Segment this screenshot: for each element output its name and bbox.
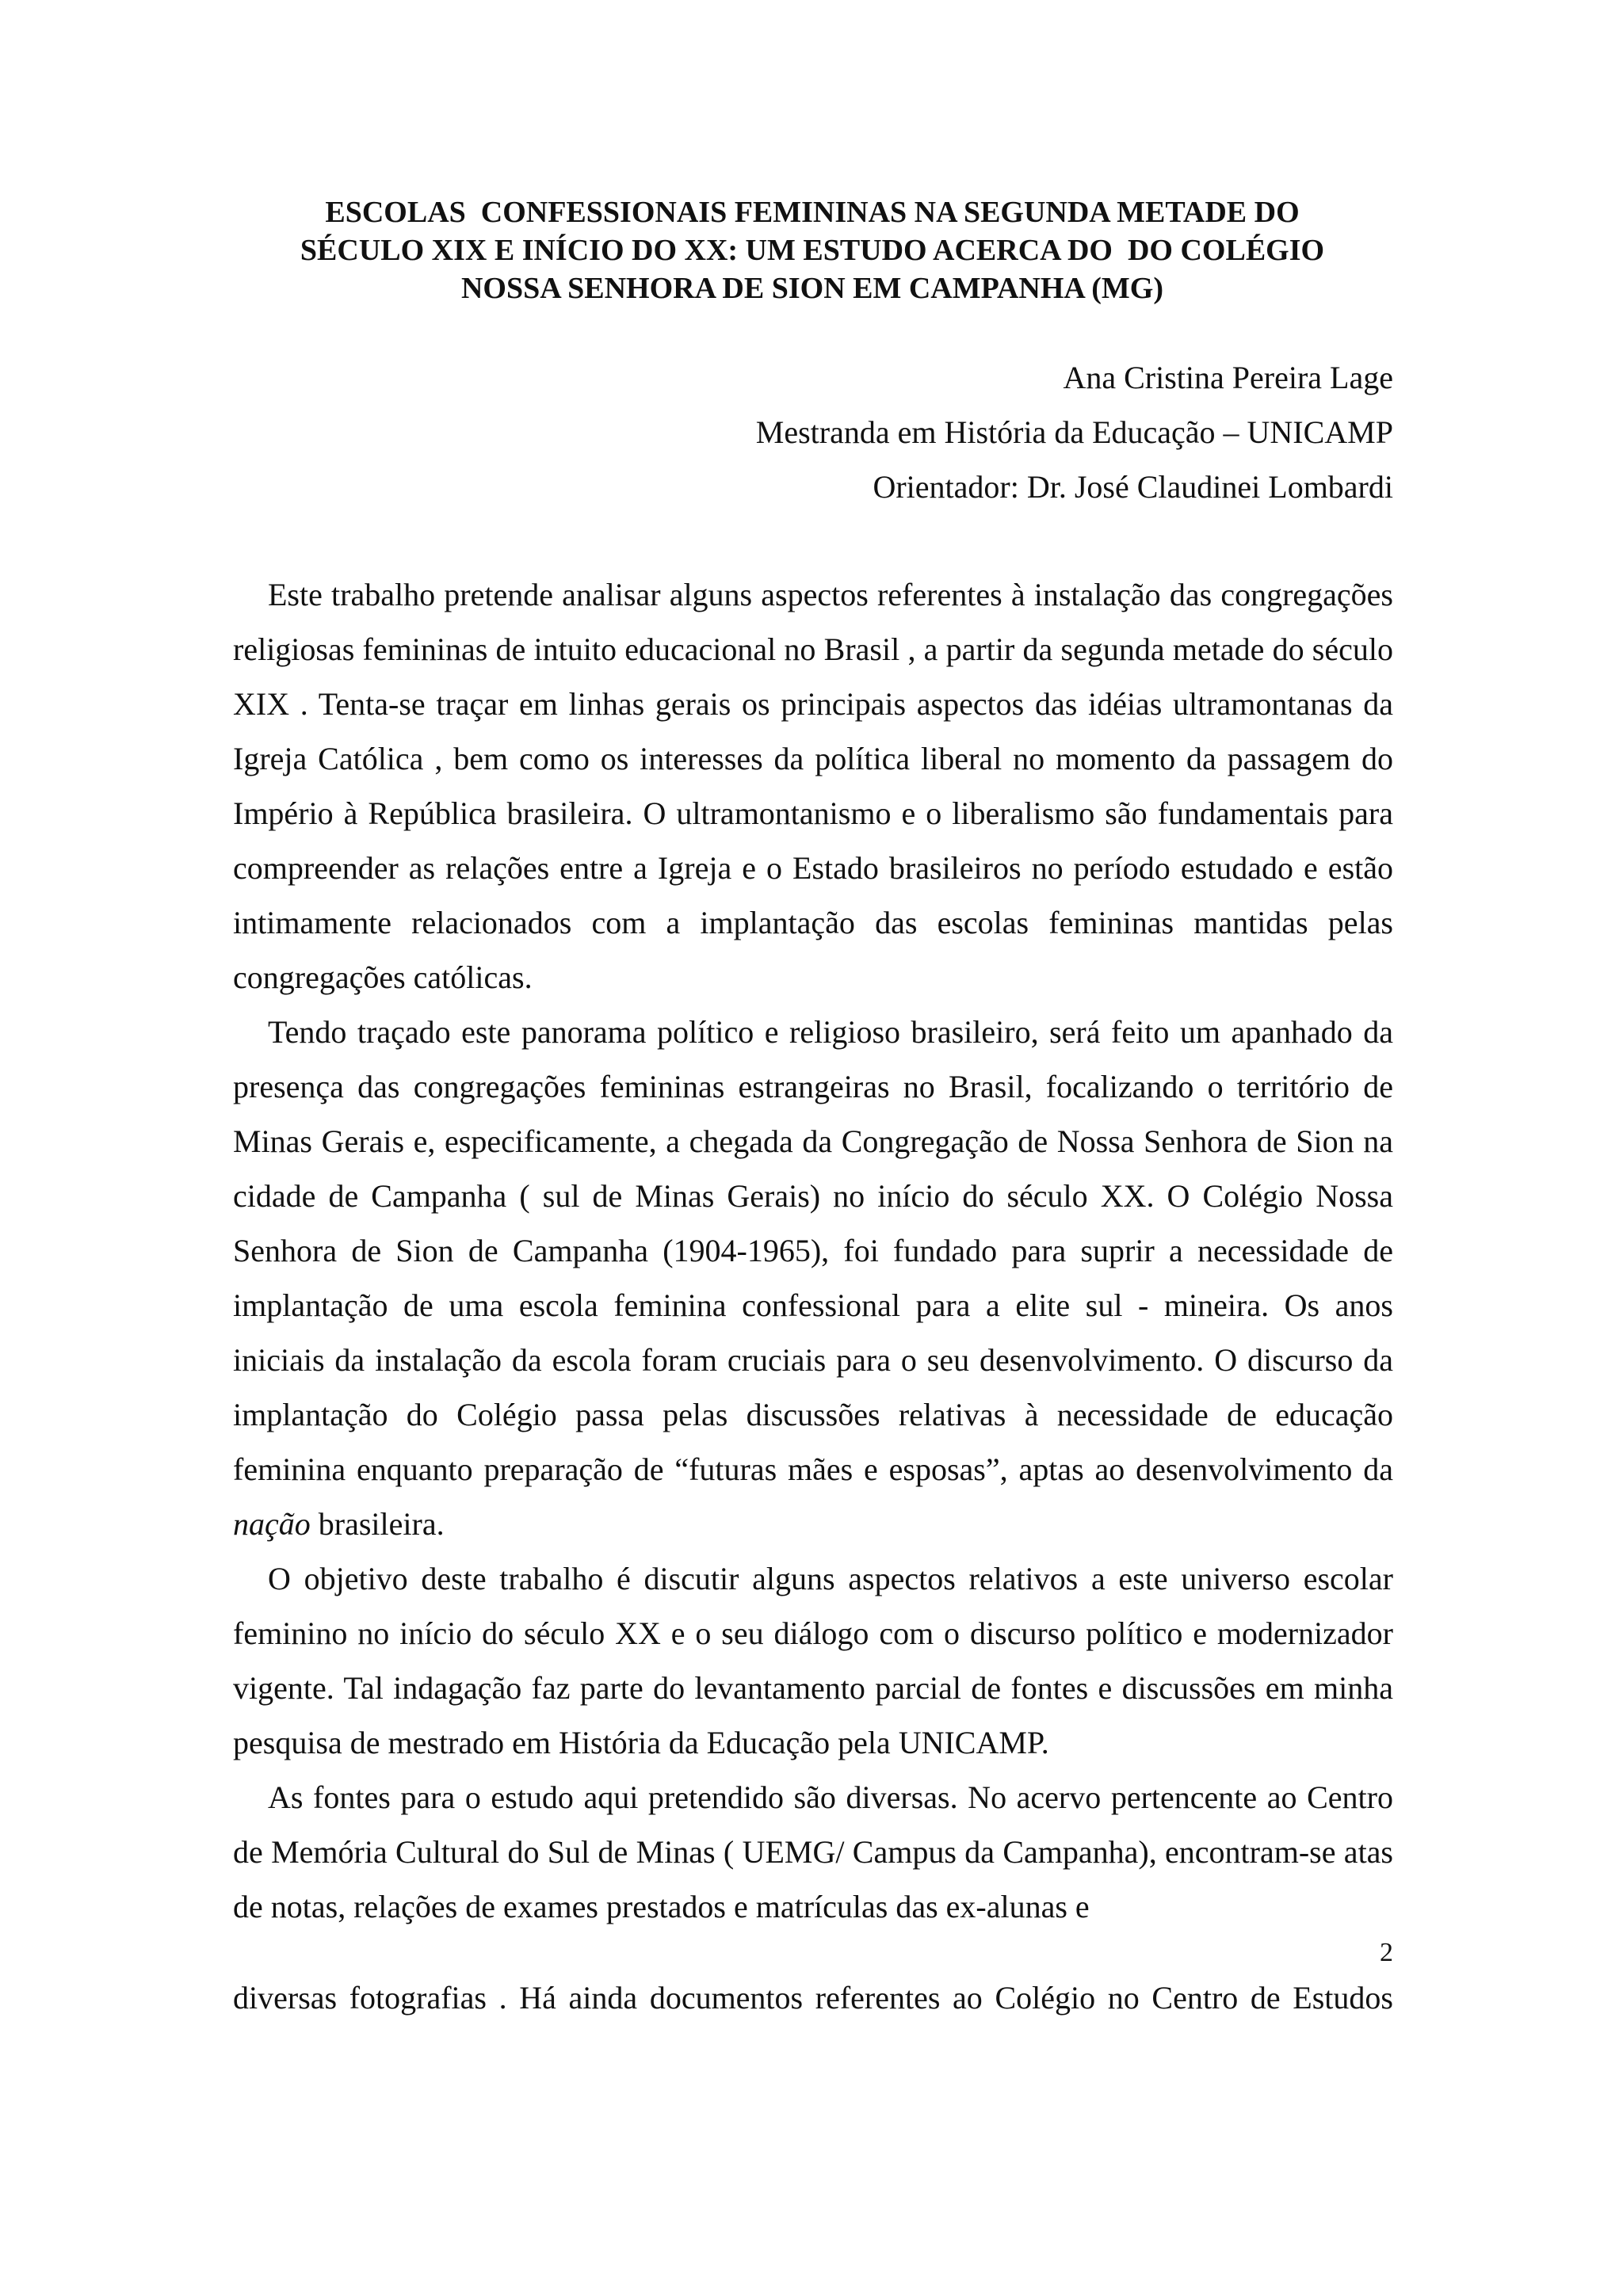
title-line-2: SÉCULO XIX E INÍCIO DO XX: UM ESTUDO ACERCA DO DO COLÉGIO bbox=[300, 234, 1325, 267]
paragraph-2 bbox=[233, 1005, 1393, 1551]
paragraph-4: As fontes para o estudo aqui pretendido são diversas. No acervo pertencente ao Centro de Memória Cultural do Sul de Minas ( UEMG/ Campus da Campanha), encontram-se atas de notas, relações de exames prestados e matrículas das ex-alunas e bbox=[233, 1779, 1393, 1924]
paragraph-2-italic-word: nação bbox=[233, 1506, 311, 1542]
author-affiliation: Mestranda em História da Educação – UNICAMP bbox=[755, 414, 1393, 450]
author-name: Ana Cristina Pereira Lage bbox=[1063, 360, 1393, 395]
title-line-1: ESCOLAS CONFESSIONAIS FEMININAS NA SEGUNDA METADE DO bbox=[325, 196, 1300, 229]
paragraph-2-text-end: brasileira. bbox=[310, 1506, 445, 1542]
paragraph-3: O objetivo deste trabalho é discutir alguns aspectos relativos a este universo escolar feminino no início do século XX e o seu diálogo com o discurso político e modernizador vigente. Tal indagação faz parte do levantamento parcial de fontes e discussões em minha pesquisa de mestrado em História da Educação pela UNICAMP. bbox=[233, 1561, 1393, 1760]
body-text bbox=[233, 567, 1393, 1934]
paragraph-2-text: Tendo traçado este panorama político e religioso brasileiro, será feito um apanhado da presença das congregações femininas estrangeiras no Brasil, focalizando o território de Minas Gerais e, especificamente, a chegada da Congregação de Nossa Senhora de Sion na cidade de Campanha ( sul de Minas Gerais) no início do século XX. O Colégio Nossa Senhora de Sion de Campanha (1904-1965), foi fundado para suprir a necessidade de implantação de uma escola feminina confessional para a elite sul - mineira. Os anos iniciais da instalação da escola foram cruciais para o seu desenvolvimento. O discurso da implantação do Colégio passa pelas discussões relativas à necessidade de educação feminina enquanto preparação de “futuras mães e esposas”, aptas ao desenvolvimento da bbox=[233, 1014, 1393, 1487]
next-page-continuation: diversas fotografias . Há ainda documentos referentes ao Colégio no Centro de Estudos bbox=[233, 1980, 1393, 2016]
page-number: 2 bbox=[1380, 1938, 1393, 1967]
paragraph-1: Este trabalho pretende analisar alguns aspectos referentes à instalação das congregações religiosas femininas de intuito educacional no Brasil , a partir da segunda metade do século XIX . Tenta-se traçar em linhas gerais os principais aspectos das idéias ultramontanas da Igreja Católica , bem como os interesses da política liberal no momento da passagem do Império à República brasileira. O ultramontanismo e o liberalismo são fundamentais para compreender as relações entre a Igreja e o Estado brasileiros no período estudado e estão intimamente relacionados com a implantação das escolas femininas mantidas pelas congregações católicas. bbox=[233, 577, 1393, 995]
paper-title bbox=[230, 193, 1395, 307]
author-block bbox=[756, 350, 1393, 514]
title-line-3: NOSSA SENHORA DE SION EM CAMPANHA (MG) bbox=[460, 272, 1164, 305]
author-advisor: Orientador: Dr. José Claudinei Lombardi bbox=[873, 469, 1393, 505]
